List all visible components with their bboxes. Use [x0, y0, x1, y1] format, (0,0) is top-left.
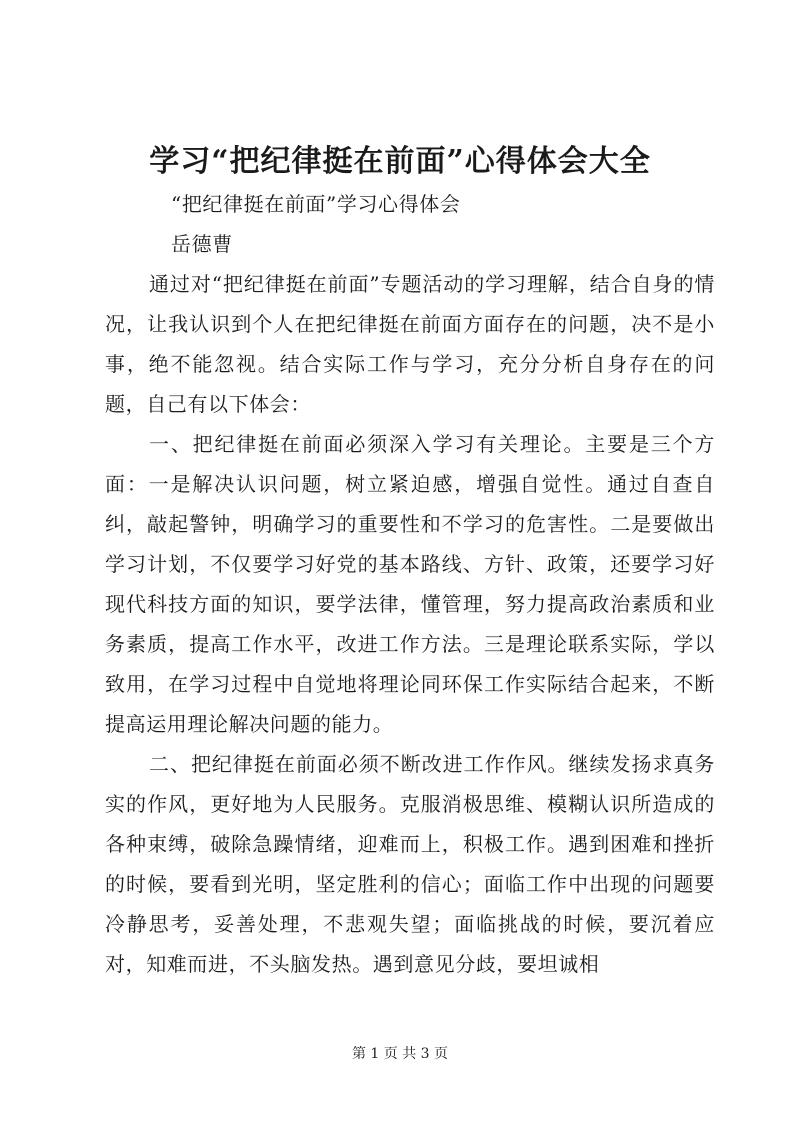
paragraph-section-two: 二、把纪律挺在前面必须不断改进工作作风。继续发扬求真务实的作风，更好地为人民服务。克服消极思维、模糊认识所造成的各种束缚，破除急躁情绪，迎难而上，积极工作。遇到困难和挫折的时候，要看到光明，坚定胜利的信心；面临工作中出现的问题要冷静思考，妥善处理，不悲观失望；面临挑战的时候，要沉着应对，知难而进，不头脑发热。遇到意见分歧，要坦诚相 [105, 752, 715, 976]
paragraph-section-one: 一、把纪律挺在前面必须深入学习有关理论。主要是三个方面：一是解决认识问题，树立紧迫感，增强自觉性。通过自查自纠，敲起警钟，明确学习的重要性和不学习的危害性。二是要做出学习计划，不仅要学习好党的基本路线、方针、政策，还要学习好现代科技方面的知识，要学法律，懂管理，努力提高政治素质和业务素质，提高工作水平，改进工作方法。三是理论联系实际，学以致用，在学习过程中自觉地将理论同环保工作实际结合起来，不断提高运用理论解决问题的能力。 [105, 432, 715, 736]
paragraph-intro: 通过对“把纪律挺在前面”专题活动的学习理解，结合自身的情况，让我认识到个人在把纪律挺在前面方面存在的问题，决不是小事，绝不能忽视。结合实际工作与学习，充分分析自身存在的问题，自己有以下体会： [105, 272, 715, 416]
document-body [105, 184, 715, 984]
document-author: 岳德曹 [171, 232, 233, 256]
page-footer: 第 1 页 共 3 页 [351, 1046, 449, 1062]
document-subtitle: “把纪律挺在前面”学习心得体会 [171, 192, 461, 216]
document-title: 学习“把纪律挺在前面”心得体会大全 [149, 144, 651, 179]
